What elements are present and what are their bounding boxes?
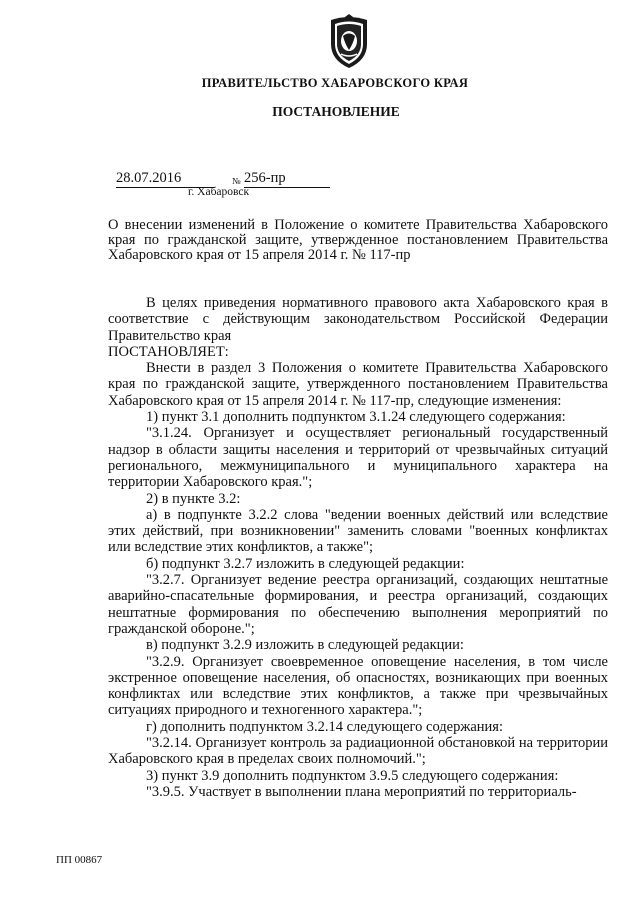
body-paragraph: в) подпункт 3.2.9 изложить в следующей редакции: <box>146 637 464 654</box>
body-paragraph: 1) пункт 3.1 дополнить подпунктом 3.1.24 следующего содержания: <box>146 409 566 426</box>
body-paragraph: 3) пункт 3.9 дополнить подпунктом 3.9.5 следующего содержания: <box>146 767 559 784</box>
body-paragraph: а) в подпункте 3.2.2 слова "ведении военных действий или вследствие этих действий, при возникновении" заменить словами "военных конфликтах или вследствие этих конфликтов, а также"; <box>108 506 608 556</box>
body-paragraph: г) дополнить подпунктом 3.2.14 следующего содержания: <box>146 718 504 735</box>
document-body <box>108 295 608 800</box>
document-city: г. Хабаровск <box>188 186 250 198</box>
document-subject: О внесении изменений в Положение о комитете Правительства Хабаровского края по гражданской защите, утвержденное постановлением Правительства Хабаровского края от 15 апреля 2014 г. № 117-пр <box>108 217 608 263</box>
government-title: ПРАВИТЕЛЬСТВО ХАБАРОВСКОГО КРАЯ <box>201 76 469 90</box>
footer-code: ПП 00867 <box>56 854 103 866</box>
coat-of-arms-icon <box>327 14 371 70</box>
body-paragraph: "3.9.5. Участвует в выполнении плана мероприятий по территориаль- <box>146 783 577 800</box>
body-paragraph: "3.1.24. Организует и осуществляет региональный государственный надзор в области защиты населения и территорий от чрезвычайных ситуаций регионального, межмуниципального и муниципального характера на территории Хабаровского края."; <box>108 425 608 491</box>
document-date: 28.07.2016 <box>116 170 214 188</box>
body-paragraph: "3.2.9. Организует своевременное оповещение населения, в том числе экстренное оповещение населения, об опасностях, возникающих при военных конфликтах или вследствие этих конфликтов, а также при чрезвычайных ситуациях природного и техногенного характера."; <box>108 653 608 719</box>
body-paragraph: Внести в раздел 3 Положения о комитете Правительства Хабаровского края по гражданской защите, утвержденного постановлением Правительства Хабаровского края от 15 апреля 2014 г. № 117-пр, следующие изменения: <box>108 360 608 409</box>
body-paragraph: б) подпункт 3.2.7 изложить в следующей редакции: <box>146 555 465 572</box>
document-number: 256-пр <box>244 170 330 188</box>
body-paragraph: 2) в пункте 3.2: <box>146 490 241 507</box>
resolves-heading: ПОСТАНОВЛЯЕТ: <box>108 343 229 360</box>
preamble: В целях приведения нормативного правового акта Хабаровского края в соответствие с действующим законодательством Российской Федерации Правительство края <box>108 295 608 344</box>
document-type: ПОСТАНОВЛЕНИЕ <box>272 104 400 119</box>
body-paragraph: "3.2.14. Организует контроль за радиационной обстановкой на территории Хабаровского края в пределах своих полномочий."; <box>108 735 608 768</box>
body-paragraph: "3.2.7. Организует ведение реестра организаций, создающих нештатные аварийно-спасательные формирования, и реестра организаций, создающих нештатные формирования по обеспечению выполнения мероприятий по гражданской обороне."; <box>108 572 608 637</box>
number-sign: № <box>232 176 241 186</box>
